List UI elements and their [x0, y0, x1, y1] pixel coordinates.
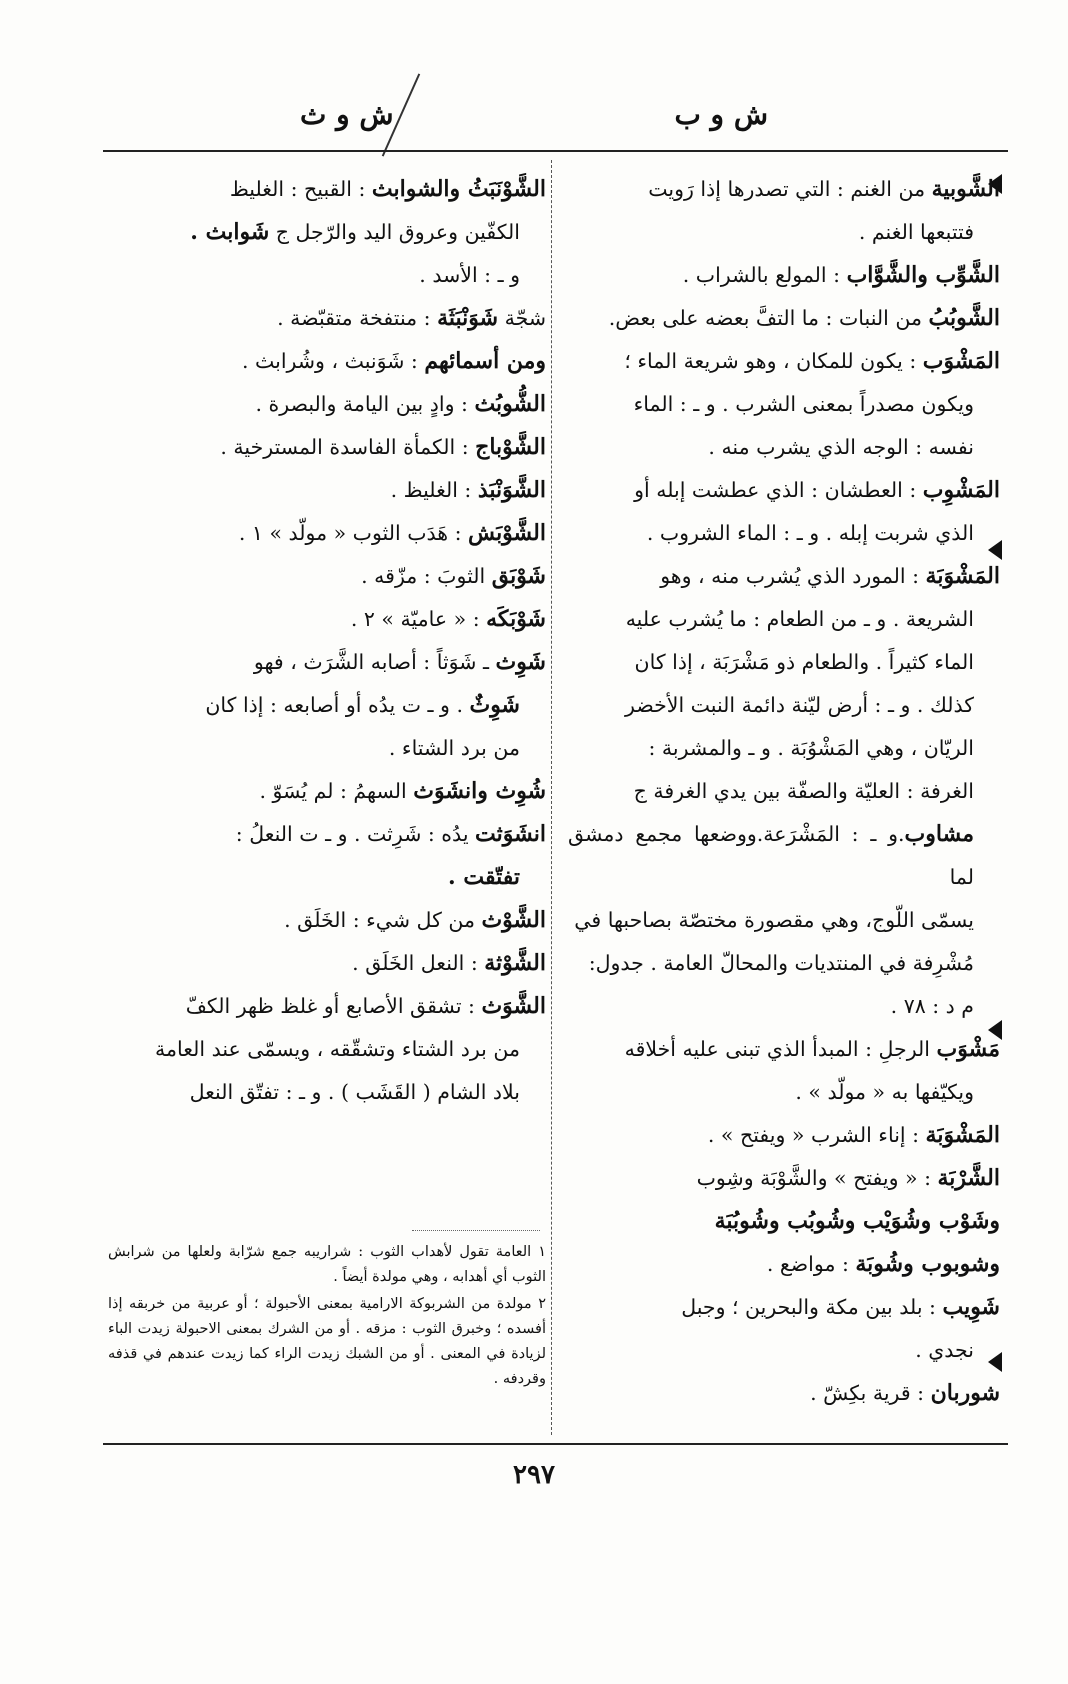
entry-definition: يسمّى اللّوج، وهي مقصورة مختصّة بصاحبها في	[574, 908, 974, 932]
entry-definition: و ـ : الأسد .	[419, 263, 520, 287]
entry-definition: : العطشان : الذي عطشت إبله أو	[634, 478, 923, 502]
entry-headword: مشاوب	[904, 821, 974, 847]
entry-headword: الشَّوْثة	[484, 950, 546, 976]
entry-definition: : منتفخة متقبّضة .	[277, 306, 438, 330]
entry-headword: الشَّوْث	[481, 907, 546, 933]
entry-definition: من كل شيء : الخَلَق .	[284, 908, 482, 932]
left-entry-line	[108, 942, 546, 985]
left-entry-line	[108, 469, 546, 512]
entry-plural: شَوابث .	[190, 219, 270, 245]
entry-definition: : الغليظ .	[390, 478, 478, 502]
left-entry-line	[108, 555, 546, 598]
left-entry-line	[108, 899, 546, 942]
entry-headword: المَشْوِب	[922, 477, 1000, 503]
right-entry-line	[568, 813, 1000, 899]
entry-definition: الغرفة : العليّة والصفّة بين يدي الغرفة ج	[633, 779, 974, 803]
entry-headword: الشُّوبُث	[474, 391, 546, 417]
entry-definition: : بلد بين مكة والبحرين ؛ وجبل	[681, 1295, 943, 1319]
right-entry-line	[568, 985, 1000, 1028]
right-entry-line	[568, 1157, 1000, 1200]
right-entry-line	[568, 297, 1000, 340]
entry-definition: الثوبَ : مزّقه .	[361, 564, 492, 588]
right-entry-line	[568, 1243, 1000, 1286]
entry-headword: ومن أسمائهم	[424, 348, 546, 374]
left-entry-line	[108, 512, 546, 555]
entry-headword: المَشْوَبَة	[925, 1122, 1000, 1148]
right-entry-line	[568, 512, 1000, 555]
entry-headword: الشَّوبُبُ	[928, 305, 1000, 331]
right-entry-line	[568, 340, 1000, 383]
right-entry-line	[568, 469, 1000, 512]
entry-definition: : يكون للمكان ، وهو شريعة الماء ؛	[624, 349, 923, 373]
right-entry-line	[568, 942, 1000, 985]
header-root-right: ش و ب	[674, 98, 768, 131]
entry-definition: من برد الشتاء وتشقّقه ، ويسمّى عند العامة	[155, 1037, 520, 1061]
entry-headword: الشَّوَنْبَذ	[477, 477, 546, 503]
entry-definition: الرجلِ : المبدأ الذي تبنى عليه أخلاقه	[624, 1037, 937, 1061]
entry-headword: الشَّوِّب والشَّوَّاب	[846, 262, 1000, 288]
left-entry-line	[108, 598, 546, 641]
entry-definition: كذلك . و ـ : أرض ليّنة دائمة النبت الأخضر	[625, 693, 974, 717]
entry-definition: .و ـ : المَشْرَعة.ووضعها مجمع دمشق لما	[568, 822, 974, 889]
top-rule	[103, 150, 1008, 152]
entry-headword: المَشْوَبَة	[925, 563, 1000, 589]
left-column	[108, 168, 546, 1114]
entry-definition: : وادٍ بين اليامة والبصرة .	[255, 392, 475, 416]
entry-headword: انشَوَثت	[475, 821, 546, 847]
entry-headword: شَوِيب	[942, 1294, 1000, 1320]
entry-definition: . و ـ ت يدُه أو أصابعه : إذا كان	[205, 693, 470, 717]
entry-headword: الشَّوبية	[931, 176, 1000, 202]
footnotes	[108, 1240, 546, 1394]
entry-headword: الشَّرْبَة	[937, 1165, 1000, 1191]
entry-definition: : تشقق الأصابع أو غلظ ظهر الكفّ	[185, 994, 482, 1018]
right-entry-line	[568, 383, 1000, 426]
entry-definition: الذي شربت إبله . و ـ : الماء الشروب .	[646, 521, 974, 545]
left-entry-line	[108, 297, 546, 340]
right-entry-line	[568, 1071, 1000, 1114]
entry-definition: : المولع بالشراب .	[682, 263, 847, 287]
entry-definition: من النبات : ما التفَّ بعضه على بعض.	[608, 306, 929, 330]
left-entry-line	[108, 211, 546, 254]
right-entry-line	[568, 684, 1000, 727]
right-entry-line	[568, 254, 1000, 297]
right-column	[568, 168, 1000, 1415]
entry-definition: : الكمأة الفاسدة المسترخية .	[220, 435, 476, 459]
entry-definition: نجدي .	[915, 1338, 974, 1362]
right-entry-line	[568, 426, 1000, 469]
left-entry-line	[108, 641, 546, 684]
right-entry-line	[568, 1329, 1000, 1372]
left-entry-line	[108, 813, 546, 856]
entry-definition: : النعل الخَلَق .	[352, 951, 485, 975]
entry-definition: من برد الشتاء .	[388, 736, 520, 760]
left-entry-line	[108, 383, 546, 426]
entry-definition: الكفّين وعروق اليد والرّجل ج	[269, 220, 520, 244]
column-divider	[551, 160, 552, 1435]
entry-definition: م د : ٧٨ .	[890, 994, 974, 1018]
entry-definition: نفسه : الوجه الذي يشرب منه .	[708, 435, 974, 459]
entry-headword: تفتّقت .	[448, 864, 520, 890]
entry-definition: ـ شَوَثاً : أصابه الشَّرَث ، فهو	[253, 650, 496, 674]
right-entry-line	[568, 770, 1000, 813]
entry-headword: شُوِث وانشَوَث	[413, 778, 546, 804]
right-entry-line	[568, 598, 1000, 641]
entry-definition: الريّان ، وهي المَشْوُبَة . و ـ والمشربة :	[648, 736, 974, 760]
right-entry-line	[568, 1286, 1000, 1329]
footnote-2: ٢ مولدة من الشربوكة الارامية بمعنى الأحبولة ؛ أو عربية من خربقه إذا أفسده ؛ وخبرق الثوب : مزقه . أو من الشرك بمعنى الاحبولة زيدت الباء لزيادة في المعنى . أو من الشبك زيدت الراء كما زيدت عندهم في قذفه وقردفه .	[108, 1296, 546, 1387]
entry-headword: الشَّوْباج	[475, 434, 546, 460]
left-entry-line	[108, 1071, 546, 1114]
left-entry-line	[108, 254, 546, 297]
left-entry-line	[108, 1028, 546, 1071]
entry-definition: يدُه : شَرِثت . و ـ ت النعلُ :	[235, 822, 476, 846]
entry-definition: : القبيح : الغليظ	[229, 177, 372, 201]
left-entry-line	[108, 770, 546, 813]
entry-definition: الماء كثيراً . والطعام ذو مَشْرَبَة ، إذا كان	[634, 650, 974, 674]
entry-definition: ويكون مصدراً بمعنى الشرب . و ـ : الماء	[633, 392, 974, 416]
bottom-rule	[103, 1443, 1008, 1445]
header-root-left: ش و ث	[300, 98, 394, 131]
entry-definition: : المورد الذي يُشرب منه ، وهو	[660, 564, 926, 588]
right-entry-line	[568, 1114, 1000, 1157]
entry-headword: المَشْوَب	[922, 348, 1000, 374]
entry-headword: الشَّوْنَبَثُ والشوابث	[371, 176, 546, 202]
entry-headword: شَوِثٌ	[469, 692, 520, 718]
right-entry-line	[568, 211, 1000, 254]
footnote-separator	[412, 1230, 540, 1231]
entry-headword: الشَّوَث	[481, 993, 546, 1019]
right-entry-line	[568, 1028, 1000, 1071]
left-entry-line	[108, 168, 546, 211]
entry-definition: فتتبعها الغنم .	[858, 220, 974, 244]
entry-definition: السهمُ : لم يُسَوّ .	[259, 779, 414, 803]
entry-headword: شَوَنْبَثَة	[437, 305, 499, 331]
entry-headword: شَوْبَكَه	[486, 606, 546, 632]
entry-definition: : هَدَب الثوب « مولّد » ١ .	[238, 521, 469, 545]
entry-headword: وشَوْب وشُوَيْب وشُوبُب وشُوبُبَة	[714, 1208, 1000, 1234]
entry-headword: شَوِث	[495, 649, 546, 675]
right-entry-line	[568, 727, 1000, 770]
entry-definition: : مواضع .	[766, 1252, 856, 1276]
left-entry-line	[108, 340, 546, 383]
right-entry-line	[568, 168, 1000, 211]
entry-headword: مَشْوَب	[936, 1036, 1000, 1062]
entry-definition: من الغنم : التي تصدرها إذا رَويت	[648, 177, 932, 201]
right-entry-line	[568, 1372, 1000, 1415]
entry-lead-text: شجّة	[498, 306, 546, 330]
entry-definition: ويكيّفها به « مولّد » .	[795, 1080, 974, 1104]
left-entry-line	[108, 985, 546, 1028]
left-entry-line	[108, 856, 546, 899]
entry-headword: شوربان	[930, 1380, 1000, 1406]
page-number: ٢٩٧	[513, 1460, 555, 1490]
right-entry-line	[568, 641, 1000, 684]
right-entry-line	[568, 555, 1000, 598]
entry-headword: شَوْبَق	[491, 563, 546, 589]
entry-headword: الشَّوْبَش	[468, 520, 546, 546]
left-entry-line	[108, 727, 546, 770]
entry-definition: الشريعة . و ـ من الطعام : ما يُشرب عليه	[625, 607, 974, 631]
left-entry-line	[108, 426, 546, 469]
left-entry-line	[108, 684, 546, 727]
entry-definition: : إناء الشرب « ويفتح » .	[707, 1123, 926, 1147]
entry-definition: مُشْرِفة في المنتديات والمحالّ العامة . جدول:	[588, 951, 974, 975]
right-entry-line	[568, 1200, 1000, 1243]
entry-definition: بلاد الشام ( القَشَب ) . و ـ : تفتّق النعل	[189, 1080, 520, 1104]
entry-definition: : شَوَنبث ، وشُرابث .	[241, 349, 425, 373]
right-entry-line	[568, 899, 1000, 942]
entry-headword: وشوبوب وشُوبَة	[855, 1251, 1000, 1277]
entry-definition: : « عاميّة » ٢ .	[350, 607, 487, 631]
entry-definition: : « ويفتح » والشَّوْبَة وشِوب	[696, 1166, 938, 1190]
entry-definition: : قرية بكِشّ .	[810, 1381, 931, 1405]
footnote-1: ١ العامة تقول لأهداب الثوب : شراريبه جمع شرّابة ولعلها من شرابش الثوب أي أهدابه ، وهي مولدة أيضاً .	[108, 1244, 546, 1285]
